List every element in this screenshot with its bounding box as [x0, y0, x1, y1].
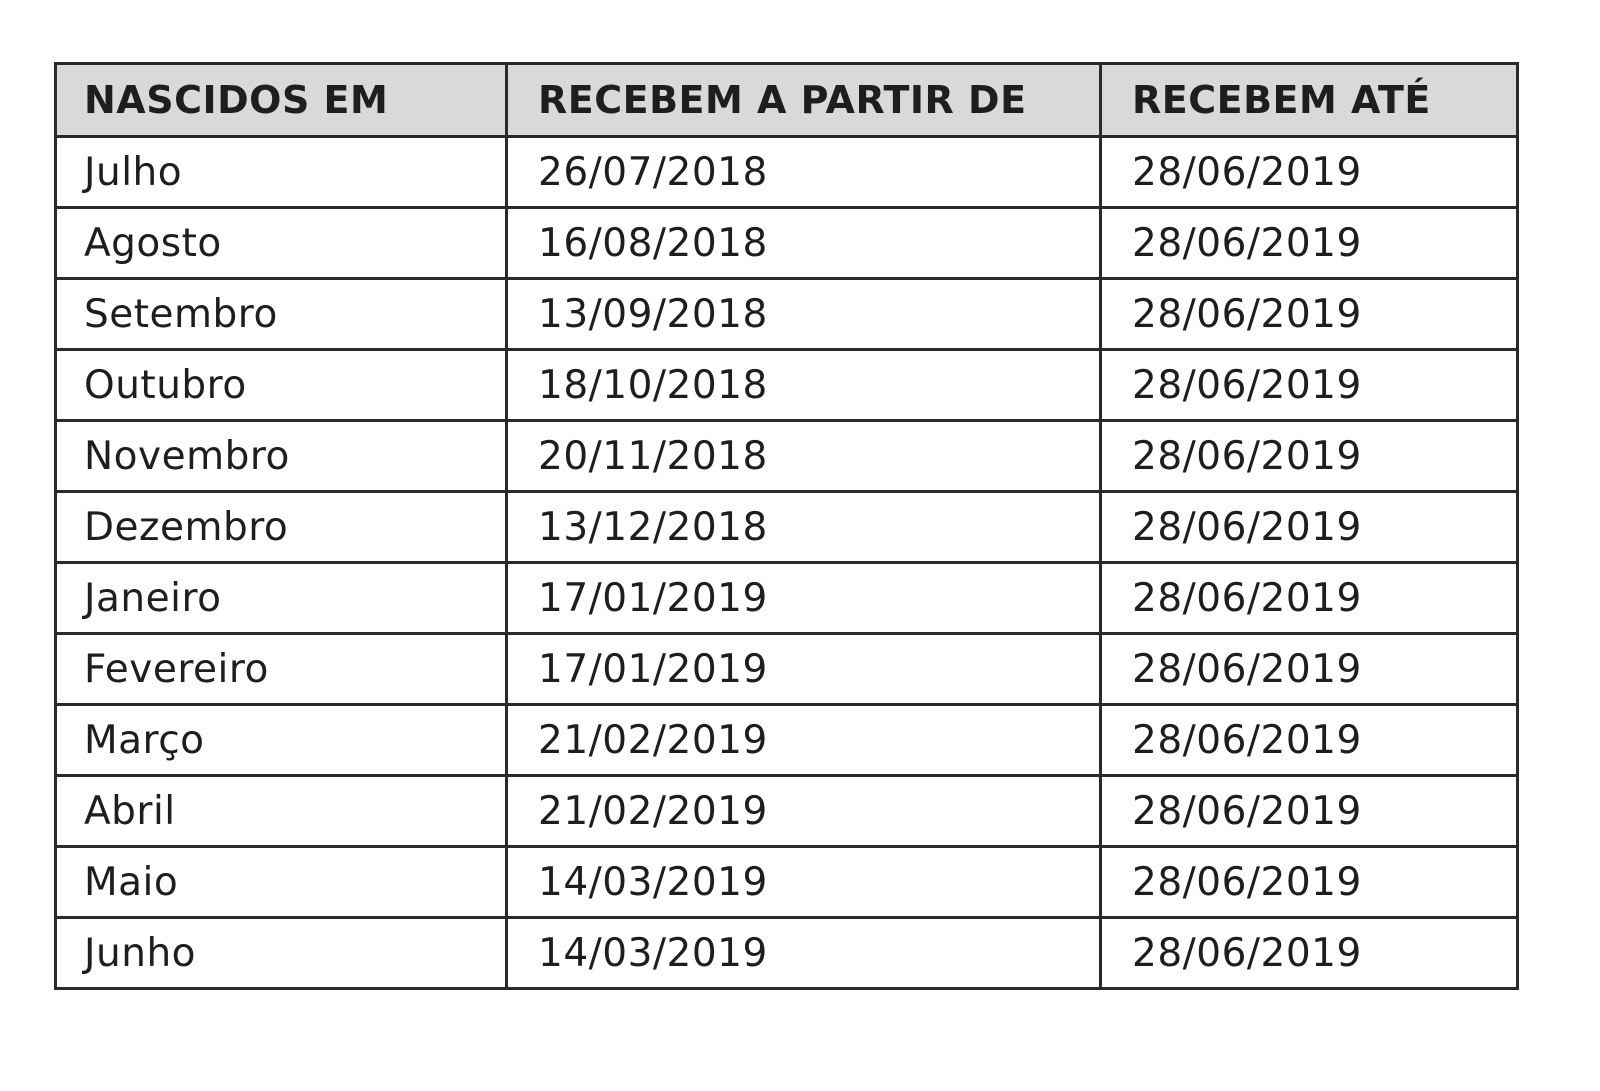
table-row: [56, 776, 1518, 847]
cell-end-date: 28/06/2019: [1101, 208, 1518, 279]
cell-month: Agosto: [56, 208, 507, 279]
cell-end-date: 28/06/2019: [1101, 492, 1518, 563]
cell-start-date: 18/10/2018: [507, 350, 1101, 421]
cell-end-date: 28/06/2019: [1101, 705, 1518, 776]
cell-start-date: 17/01/2019: [507, 563, 1101, 634]
table-row: [56, 279, 1518, 350]
payment-calendar-table: [54, 62, 1519, 990]
cell-end-date: 28/06/2019: [1101, 918, 1518, 989]
header-receive-from: RECEBEM A PARTIR DE: [507, 64, 1101, 137]
cell-month: Junho: [56, 918, 507, 989]
cell-start-date: 20/11/2018: [507, 421, 1101, 492]
cell-start-date: 21/02/2019: [507, 776, 1101, 847]
table-row: [56, 421, 1518, 492]
cell-start-date: 16/08/2018: [507, 208, 1101, 279]
cell-month: Fevereiro: [56, 634, 507, 705]
table-row: [56, 634, 1518, 705]
cell-month: Abril: [56, 776, 507, 847]
cell-month: Julho: [56, 137, 507, 208]
cell-end-date: 28/06/2019: [1101, 137, 1518, 208]
table-header: [56, 64, 1518, 137]
cell-month: Outubro: [56, 350, 507, 421]
table-row: [56, 137, 1518, 208]
cell-month: Janeiro: [56, 563, 507, 634]
header-born-in: NASCIDOS EM: [56, 64, 507, 137]
cell-month: Maio: [56, 847, 507, 918]
cell-end-date: 28/06/2019: [1101, 776, 1518, 847]
cell-end-date: 28/06/2019: [1101, 634, 1518, 705]
cell-start-date: 14/03/2019: [507, 918, 1101, 989]
table-row: [56, 563, 1518, 634]
cell-month: Novembro: [56, 421, 507, 492]
cell-start-date: 13/12/2018: [507, 492, 1101, 563]
cell-month: Setembro: [56, 279, 507, 350]
table-row: [56, 705, 1518, 776]
table-row: [56, 350, 1518, 421]
table-row: [56, 492, 1518, 563]
payment-calendar-table-container: [54, 62, 1516, 990]
cell-start-date: 13/09/2018: [507, 279, 1101, 350]
header-row: [56, 64, 1518, 137]
table-body: [56, 137, 1518, 989]
cell-month: Março: [56, 705, 507, 776]
table-row: [56, 208, 1518, 279]
cell-start-date: 26/07/2018: [507, 137, 1101, 208]
cell-end-date: 28/06/2019: [1101, 421, 1518, 492]
cell-end-date: 28/06/2019: [1101, 847, 1518, 918]
cell-month: Dezembro: [56, 492, 507, 563]
table-row: [56, 918, 1518, 989]
cell-start-date: 14/03/2019: [507, 847, 1101, 918]
cell-end-date: 28/06/2019: [1101, 350, 1518, 421]
cell-end-date: 28/06/2019: [1101, 563, 1518, 634]
table-row: [56, 847, 1518, 918]
cell-start-date: 17/01/2019: [507, 634, 1101, 705]
cell-end-date: 28/06/2019: [1101, 279, 1518, 350]
header-receive-until: RECEBEM ATÉ: [1101, 64, 1518, 137]
cell-start-date: 21/02/2019: [507, 705, 1101, 776]
